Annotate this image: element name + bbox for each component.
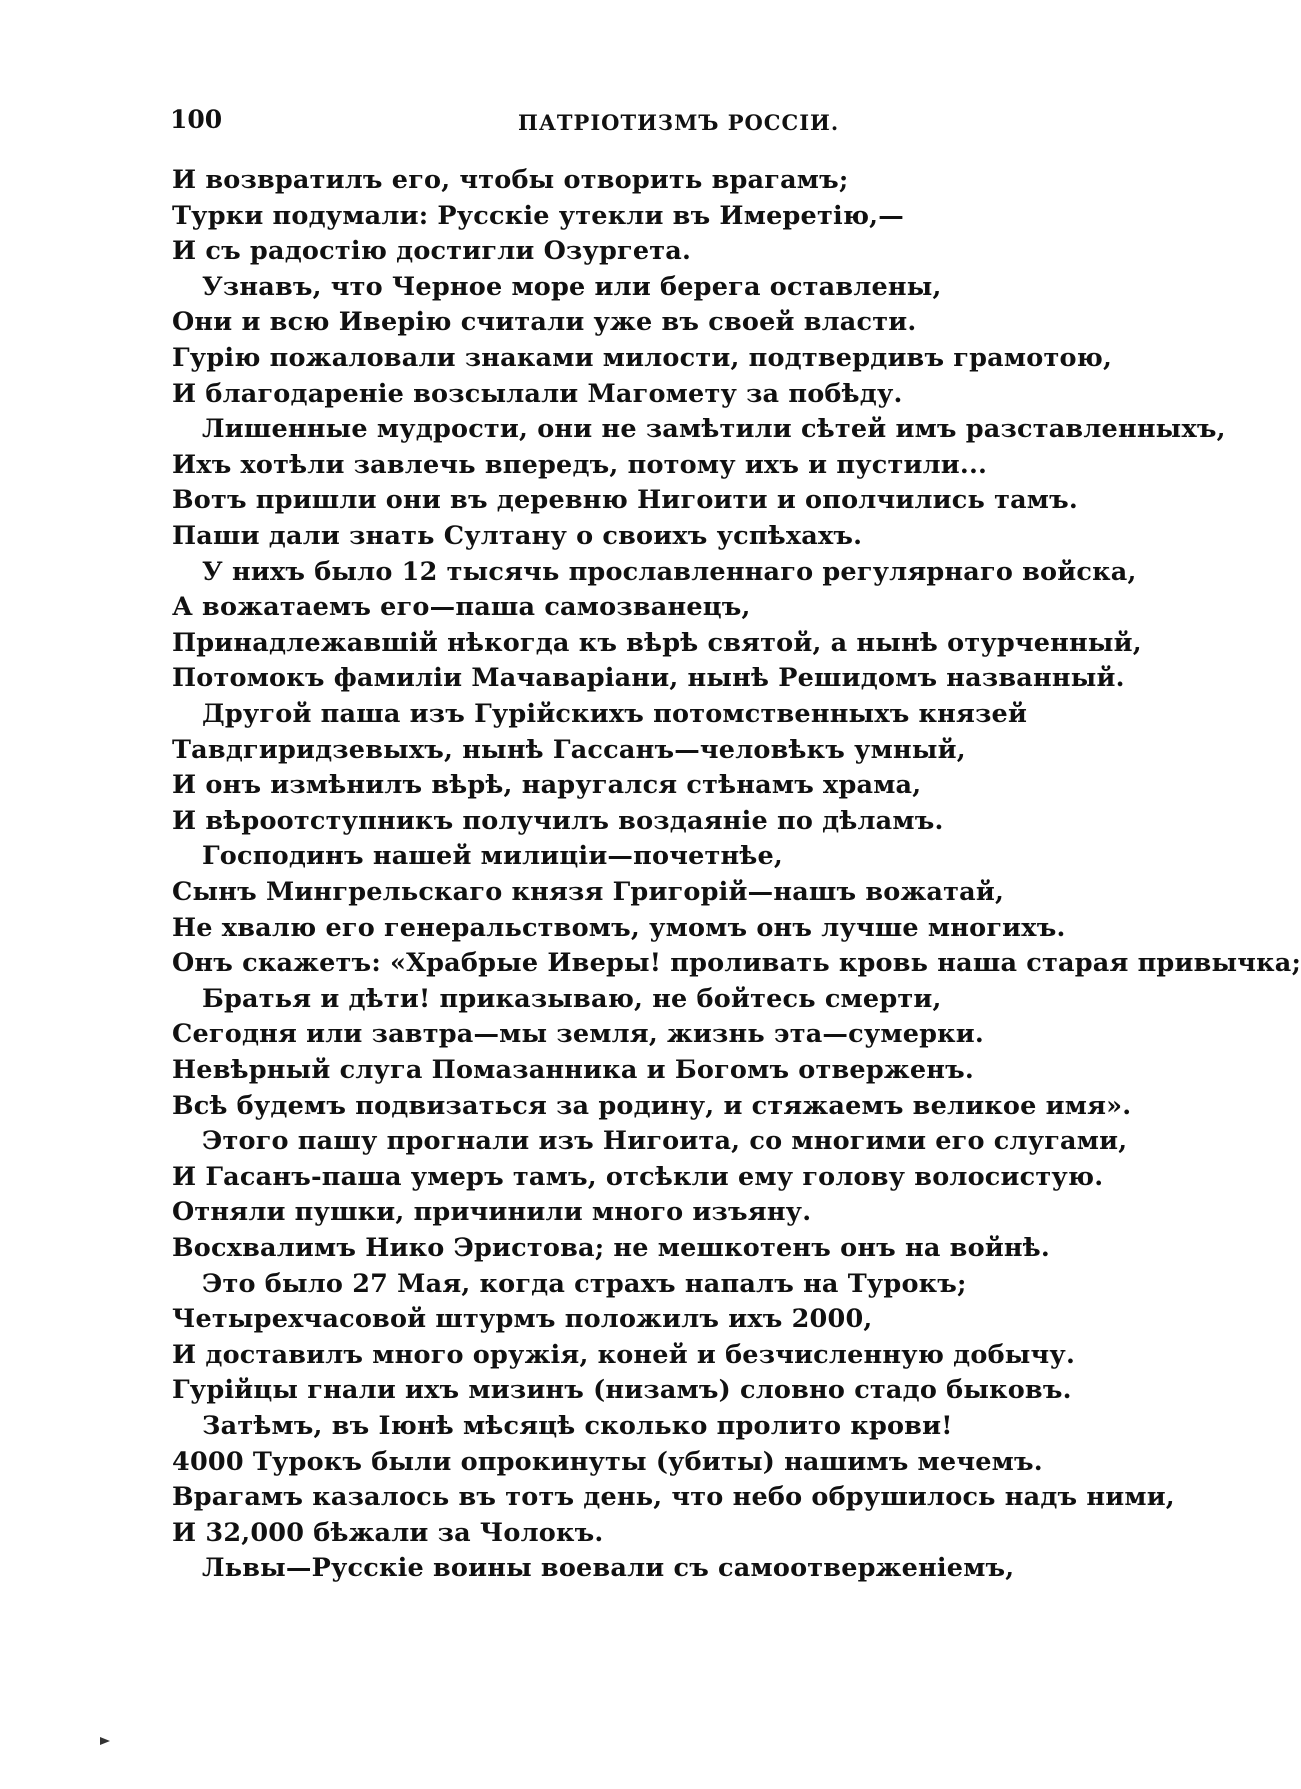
poem-line: Турки подумали: Русскіе утекли въ Имеретію,— [172,200,904,231]
poem-line: Лишенные мудрости, они не замѣтили сѣтей имъ разставленныхъ, [202,414,1226,445]
poem-line: Затѣмъ, въ Іюнѣ мѣсяцѣ сколько пролито крови! [202,1411,953,1441]
poem-line: Сынъ Мингрельскаго князя Григорій—нашъ вожатай, [172,877,1005,907]
poem-line: Невѣрный слуга Помазанника и Богомъ отверженъ. [172,1055,974,1085]
poem-line: Львы—Русскіе воины воевали съ самоотверженіемъ, [202,1553,1015,1584]
poem-line: Ихъ хотѣли завлечь впередъ, потому ихъ и пустили... [172,449,988,480]
running-head: ПАТРІОТИЗМЪ РОССІИ. [518,110,840,135]
poem-line: И Гасанъ-паша умеръ тамъ, отсѣкли ему голову волосистую. [172,1161,1104,1192]
poem-line: А вожатаемъ его—паша самозванецъ, [172,592,751,623]
poem-line: И благодареніе возсылали Магомету за побѣду. [172,378,903,409]
page-number: 100 [170,105,223,134]
poem-line: Четырехчасовой штурмъ положилъ ихъ 2000, [172,1304,873,1335]
poem-line: Гурійцы гнали ихъ мизинъ (низамъ) словно стадо быковъ. [172,1375,1072,1406]
poem-line: И 32,000 бѣжали за Чолокъ. [172,1517,604,1548]
poem-line: И доставилъ много оружія, коней и безчисленную добычу. [172,1339,1076,1370]
poem-line: Вотъ пришли они въ деревню Нигоити и ополчились тамъ. [172,485,1078,516]
poem-line: Не хвалю его генеральствомъ, умомъ онъ лучше многихъ. [172,912,1066,943]
poem-line: И съ радостію достигли Озургета. [172,236,692,267]
poem-line: Восхвалимъ Нико Эристова; не мешкотенъ онъ на войнѣ. [172,1233,1050,1263]
poem-line: Потомокъ фамиліи Мачаваріани, нынѣ Решидомъ названный. [172,663,1125,694]
poem-line: Господинъ нашей милиціи—почетнѣе, [202,841,783,872]
poem-line: И вѣроотступникъ получилъ воздаяніе по дѣламъ. [172,805,944,836]
poem-line: У нихъ было 12 тысячь прославленнаго регулярнаго войска, [202,556,1137,587]
poem-line: Они и всю Иверію считали уже въ своей власти. [172,307,917,338]
poem-line: Это было 27 Мая, когда страхъ напалъ на Турокъ; [202,1268,967,1299]
poem-line: Всѣ будемъ подвизаться за родину, и стяжаемъ великое имя». [172,1090,1132,1121]
poem-line: Врагамъ казалось въ тотъ день, что небо обрушилось надъ ними, [172,1482,1175,1513]
poem-line: Другой паша изъ Гурійскихъ потомственныхъ князей [202,699,1028,729]
poem-line: Братья и дѣти! приказываю, не бойтесь смерти, [202,983,942,1014]
printer-mark [100,1737,110,1745]
poem-line: И онъ измѣнилъ вѣрѣ, наругался стѣнамъ храма, [172,770,922,801]
poem-line: Паши дали знать Султану о своихъ успѣхахъ. [172,521,863,551]
poem-line: Сегодня или завтра—мы земля, жизнь эта—сумерки. [172,1019,984,1050]
poem-line: Узнавъ, что Черное море или берега оставлены, [202,271,942,302]
poem-line: Этого пашу прогнали изъ Нигоита, со многими его слугами, [202,1126,1128,1157]
poem-line: Гурію пожаловали знаками милости, подтвердивъ грамотою, [172,343,1113,373]
poem-line: И возвратилъ его, чтобы отворить врагамъ; [172,165,849,195]
poem-line: Тавдгиридзевыхъ, нынѣ Гассанъ—человѣкъ умный, [172,734,966,765]
poem-line: Принадлежавшій нѣкогда къ вѣрѣ святой, а нынѣ отурченный, [172,627,1142,658]
poem-line: Онъ скажетъ: «Храбрые Иверы! проливать кровь наша старая привычка; [172,948,1301,979]
poem-line: Отняли пушки, причинили много изъяну. [172,1197,812,1228]
poem-line: 4000 Турокъ были опрокинуты (убиты) нашимъ мечемъ. [172,1446,1043,1477]
